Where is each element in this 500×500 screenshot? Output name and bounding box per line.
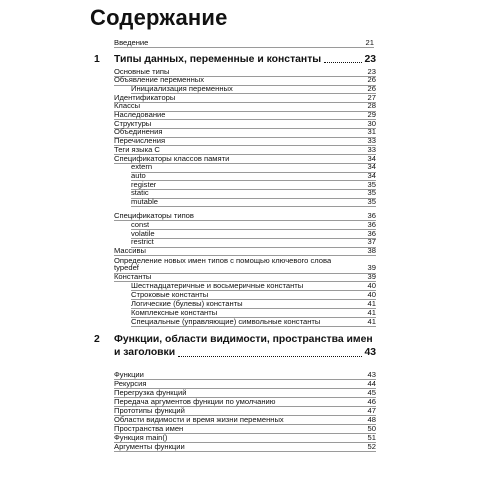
toc-entry-label: Определение новых имен типов с помощью ключевого слова (114, 256, 332, 265)
toc-entry-page: 34 (367, 162, 376, 172)
toc-entry[interactable] (131, 179, 376, 190)
toc-entry-label: restrict (131, 238, 154, 247)
toc-entry-page: 40 (367, 280, 376, 290)
toc-entry-page: 44 (367, 378, 376, 388)
toc-entry-label: Прототипы функций (114, 406, 185, 415)
toc-entry-label: Комплексные константы (131, 308, 218, 317)
toc-entry[interactable] (114, 369, 376, 380)
toc-entry-label: Наследование (114, 110, 166, 119)
chapter-number: 1 (94, 54, 100, 65)
toc-entry-label: typedef (114, 264, 139, 273)
toc-entry-label: Идентификаторы (114, 93, 176, 102)
toc-entry-label: Основные типы (114, 67, 170, 76)
toc-entry-page: 33 (367, 144, 376, 154)
toc-entry-label: Передача аргументов функции по умолчанию (114, 397, 276, 406)
chapter-page: 23 (364, 54, 376, 65)
toc-entry-label: Структуры (114, 119, 152, 128)
toc-entry-page: 41 (367, 316, 376, 326)
toc-entry-page: 50 (367, 423, 376, 433)
toc-entry-page: 39 (367, 271, 376, 281)
chapter-title-line2: и заголовки (114, 347, 176, 358)
dot-leader (324, 62, 362, 63)
toc-entry-label: Функции (114, 370, 144, 379)
toc-entry-label: const (131, 220, 150, 229)
toc-entry[interactable] (131, 162, 376, 173)
dot-leader (178, 356, 362, 357)
chapter-title-line1: Функции, области видимости, пространства имен (114, 334, 373, 345)
page-title: Содержание (90, 5, 228, 30)
toc-entry-label: auto (131, 171, 146, 180)
toc-entry-label: mutable (131, 197, 159, 206)
toc-entry-label: Спецификаторы классов памяти (114, 154, 230, 163)
toc-entry[interactable] (114, 153, 376, 164)
toc-entry-page: 40 (367, 289, 376, 299)
toc-entry-label: Объединения (114, 128, 163, 137)
toc-entry[interactable] (114, 263, 376, 274)
toc-entry-page: 35 (367, 188, 376, 198)
toc-entry-label: Области видимости и время жизни переменных (114, 415, 284, 424)
toc-entry-page: 43 (367, 369, 376, 379)
chapter-title-row2 (114, 346, 376, 359)
toc-entry-intro[interactable] (114, 37, 374, 48)
toc-entry[interactable] (131, 219, 376, 230)
toc-entry-page: 21 (365, 37, 374, 47)
toc-entry-page: 46 (367, 396, 376, 406)
toc-entry[interactable] (131, 196, 376, 207)
toc-entry-page: 36 (367, 219, 376, 229)
toc-chapter-1[interactable] (94, 54, 376, 65)
toc-entry[interactable] (131, 188, 376, 199)
toc-entry-label: Рекурсия (114, 379, 147, 388)
toc-entry-label: Аргументы функции (114, 442, 185, 451)
toc-chapter-2[interactable] (94, 333, 376, 359)
toc-entry-label: Строковые константы (131, 290, 209, 299)
chapter-number: 2 (94, 334, 100, 345)
toc-entry-label: Шестнадцатеричные и восьмеричные константы (131, 281, 304, 290)
toc-entry[interactable] (114, 109, 376, 120)
toc-entry[interactable] (114, 245, 376, 256)
chapter-page: 43 (364, 347, 376, 358)
toc-entry-page: 41 (367, 307, 376, 317)
toc-entry-page: 27 (367, 92, 376, 102)
toc-entry-label: register (131, 180, 157, 189)
toc-entry-label: Пространства имен (114, 424, 184, 433)
chapter-title: Типы данных, переменные и константы (114, 54, 322, 65)
toc-entry[interactable] (114, 257, 376, 265)
toc-entry[interactable] (131, 228, 376, 239)
toc-entry-page: 26 (367, 83, 376, 93)
toc-entry-label: Инициализация переменных (131, 84, 233, 93)
toc-entry-label: Объявление переменных (114, 76, 205, 85)
toc-entry-page: 35 (367, 179, 376, 189)
toc-entry-label: Спецификаторы типов (114, 211, 194, 220)
toc-entry-page: 29 (367, 109, 376, 119)
toc-entry-page: 39 (367, 263, 376, 273)
toc-entry-page: 28 (367, 101, 376, 111)
toc-entry-page: 52 (367, 441, 376, 451)
toc-entry-label: Перечисления (114, 136, 166, 145)
toc-entry-page: 37 (367, 237, 376, 247)
toc-entry-page: 33 (367, 135, 376, 145)
toc-entry-label: extern (131, 163, 153, 172)
toc-entry-label: static (131, 189, 149, 198)
toc-entry-label: Теги языка С (114, 145, 160, 154)
toc-entry-page: 36 (367, 210, 376, 220)
toc-entry-label: Классы (114, 102, 141, 111)
toc-entry-page: 34 (367, 153, 376, 163)
toc-entry-label: Специальные (управляющие) символьные константы (131, 317, 321, 326)
toc-entry-page: 41 (367, 298, 376, 308)
toc-entry-page: 51 (367, 432, 376, 442)
toc-entry[interactable] (114, 92, 376, 103)
toc-entry[interactable] (131, 170, 376, 181)
toc-entry-page: 23 (367, 66, 376, 76)
toc-entry-label: Введение (114, 38, 149, 47)
toc-entry-page: 30 (367, 118, 376, 128)
toc-entry-page: 36 (367, 228, 376, 238)
toc-entry-page: 47 (367, 405, 376, 415)
toc-entry-page: 34 (367, 170, 376, 180)
toc-entry-label: volatile (131, 229, 155, 238)
toc-entry-label: Массивы (114, 246, 146, 255)
toc-entry[interactable] (114, 441, 376, 452)
toc-entry-page: 48 (367, 414, 376, 424)
toc-entry-page: 31 (367, 127, 376, 137)
toc-entry-label: Константы (114, 272, 152, 281)
toc-entry-page: 26 (367, 75, 376, 85)
toc-entry-label: Логические (булевы) константы (131, 299, 243, 308)
toc-entry-label: Функция main() (114, 433, 168, 442)
toc-entry[interactable] (114, 210, 376, 221)
toc-entry-page: 38 (367, 245, 376, 255)
toc-entry-page: 35 (367, 196, 376, 206)
toc-entry[interactable] (131, 237, 376, 248)
toc-entry[interactable] (131, 316, 376, 327)
toc-entry-page: 45 (367, 387, 376, 397)
toc-entry-label: Перегрузка функций (114, 388, 187, 397)
